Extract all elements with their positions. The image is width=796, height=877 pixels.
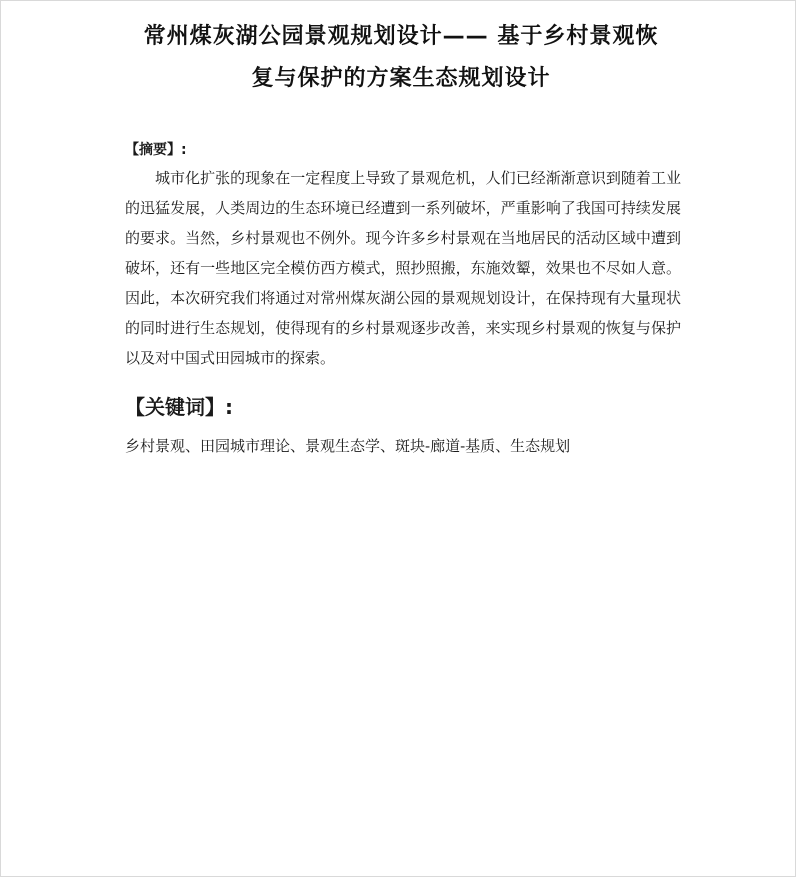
keywords-heading: 【关键词】:: [125, 395, 233, 419]
document-title-line-2: 复与保护的方案生态规划设计: [251, 66, 551, 91]
abstract-heading: 【摘要】:: [125, 142, 187, 158]
keywords-text: 乡村景观、田园城市理论、景观生态学、斑块-廊道-基质、生态规划: [125, 437, 571, 455]
abstract-text: 城市化扩张的现象在一定程度上导致了景观危机，人们已经渐渐意识到随着工业的迅猛发展，人类周边的生态环境已经遭到一系列破坏，严重影响了我国可持续发展的要求。当然，乡村景观也不例外。现今许多乡村景观在当地居民的活动区域中遭到破坏，还有一些地区完全模仿西方模式，照抄照搬，东施效颦，效果也不尽如人意。因此，本次研究我们将通过对常州煤灰湖公园的景观规划设计，在保持现有大量现状的同时进行生态规划，使得现有的乡村景观逐步改善，来实现乡村景观的恢复与保护以及对中国式田园城市的探索。: [125, 169, 681, 367]
document-title-line-1: 常州煤灰湖公园景观规划设计—— 基于乡村景观恢: [143, 24, 659, 49]
